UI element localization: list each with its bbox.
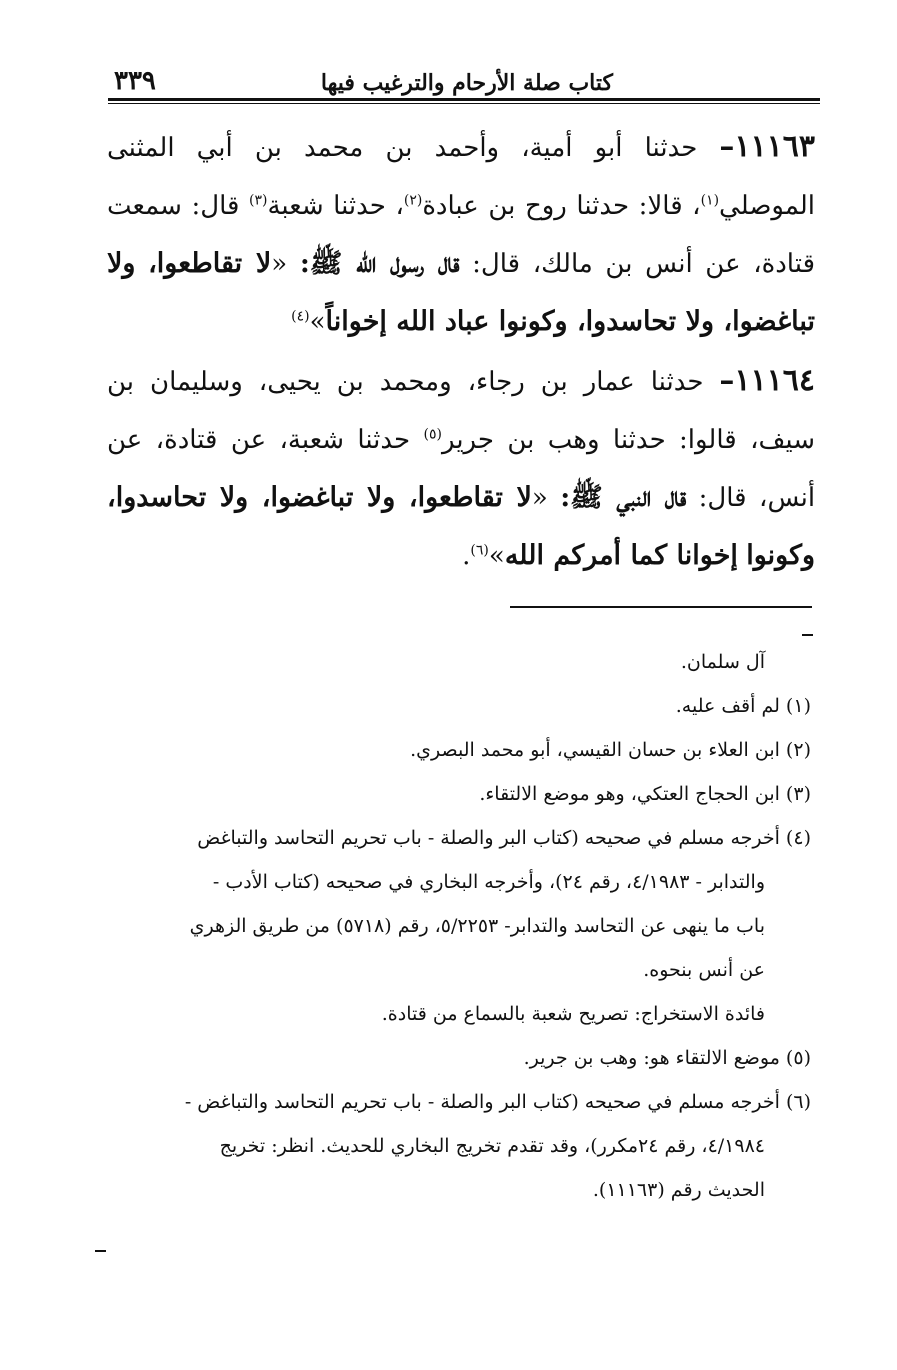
quote-mark: » <box>309 307 326 337</box>
header-rule-thin <box>108 103 820 104</box>
continuation-mark <box>802 634 813 636</box>
footnote-3: (٣) ابن الحجاج العتكي، وهو موضع الالتقاء. <box>479 783 811 805</box>
footnote-4-line: والتدابر - ٤/١٩٨٣، رقم ٢٤)، وأخرجه البخاري في صحيحه (كتاب الأدب - <box>212 871 765 893</box>
hadith-11164 <box>107 352 815 585</box>
hadith-text: سيف، قالوا: حدثنا وهب بن جرير <box>441 425 816 455</box>
hadith-text: حدثنا أبو أمية، وأحمد بن محمد بن أبي المثنى <box>107 133 698 163</box>
footnote-4: (٤) أخرجه مسلم في صحيحه (كتاب البر والصلة - باب تحريم التحاسد والتباغض <box>197 827 811 849</box>
running-header <box>108 60 818 102</box>
hadith-number: ١١١٦٣– <box>719 129 815 164</box>
hadith-matn: إخوانا كما أمركم الله <box>504 540 738 571</box>
hadith-number: ١١١٦٤– <box>719 363 815 398</box>
footnote-6: (٦) أخرجه مسلم في صحيحه (كتاب البر والصلة - باب تحريم التحاسد والتباغض - <box>184 1091 811 1113</box>
footnote-separator <box>510 606 812 608</box>
quote-mark: » <box>488 541 505 571</box>
hadith-attribution: قال رسول الله ﷺ: <box>299 248 460 279</box>
footnote-ref[interactable]: (٦) <box>470 542 489 559</box>
hadith-attribution: قال النبي ﷺ: <box>560 482 687 513</box>
page-number: ٣٣٩ <box>114 66 156 96</box>
footnote-ref[interactable]: (٥) <box>423 426 442 443</box>
footnote-6-line: الحديث رقم (١١١٦٣). <box>592 1179 765 1201</box>
hadith-text: حدثنا شعبة، عن قتادة، عن أنس، <box>107 425 816 513</box>
footnote-ref[interactable]: (٤) <box>291 308 310 325</box>
hadith-matn: لا تقاطعوا، ولا تباغضوا، ولا تحاسدوا، وكونوا <box>107 482 815 571</box>
hadith-11163 <box>107 118 815 351</box>
header-title: كتاب صلة الأرحام والترغيب فيها <box>320 70 613 96</box>
footnote-6-line: ٤/١٩٨٤، رقم ٢٤مكرر)، وقد تقدم تخريج البخاري للحديث. انظر: تخريج <box>219 1135 765 1157</box>
footnote-1: (١) لم أقف عليه. <box>675 695 811 717</box>
quote-mark: « <box>531 483 561 513</box>
hadith-text: قال: سمعت <box>107 191 250 221</box>
footnote-continuation: آل سلمان. <box>680 651 765 673</box>
hadith-text: حدثنا عمار بن رجاء، ومحمد بن يحيى، وسليمان بن <box>107 367 704 397</box>
continuation-mark <box>95 1250 106 1252</box>
footnote-4-line: باب ما ينهى عن التحاسد والتدابر- ٥/٢٢٥٣، رقم (٥٧١٨) من طريق الزهري <box>189 915 765 937</box>
hadith-matn: لا تقاطعوا، <box>148 248 272 279</box>
hadith-text: ، قالا: حدثنا روح بن عبادة <box>422 191 701 221</box>
header-rule <box>108 98 820 101</box>
hadith-text: قال: <box>686 483 747 513</box>
footnote-ref[interactable]: (١) <box>700 192 720 209</box>
footnote-ref[interactable]: (٣) <box>249 192 268 209</box>
footnote-4-line: عن أنس بنحوه. <box>643 959 765 981</box>
hadith-matn: ولا تباغضوا، ولا تحاسدوا، وكونوا عباد الله إخواناً <box>107 248 815 337</box>
footnote-5: (٥) موضع الالتقاء هو: وهب بن جرير. <box>523 1047 811 1069</box>
quote-mark: « <box>271 249 300 279</box>
hadith-text: ، حدثنا شعبة <box>267 191 404 221</box>
hadith-text: قتادة، عن أنس بن مالك، قال: <box>459 249 815 279</box>
footnote-4-note: فائدة الاستخراج: تصريح شعبة بالسماع من قتادة. <box>381 1003 765 1025</box>
footnotes <box>99 640 811 1212</box>
footnote-ref[interactable]: (٢) <box>403 192 423 209</box>
hadith-text: . <box>462 541 471 571</box>
hadith-text: الموصلي <box>719 191 816 221</box>
footnote-2: (٢) ابن العلاء بن حسان القيسي، أبو محمد البصري. <box>410 739 811 761</box>
